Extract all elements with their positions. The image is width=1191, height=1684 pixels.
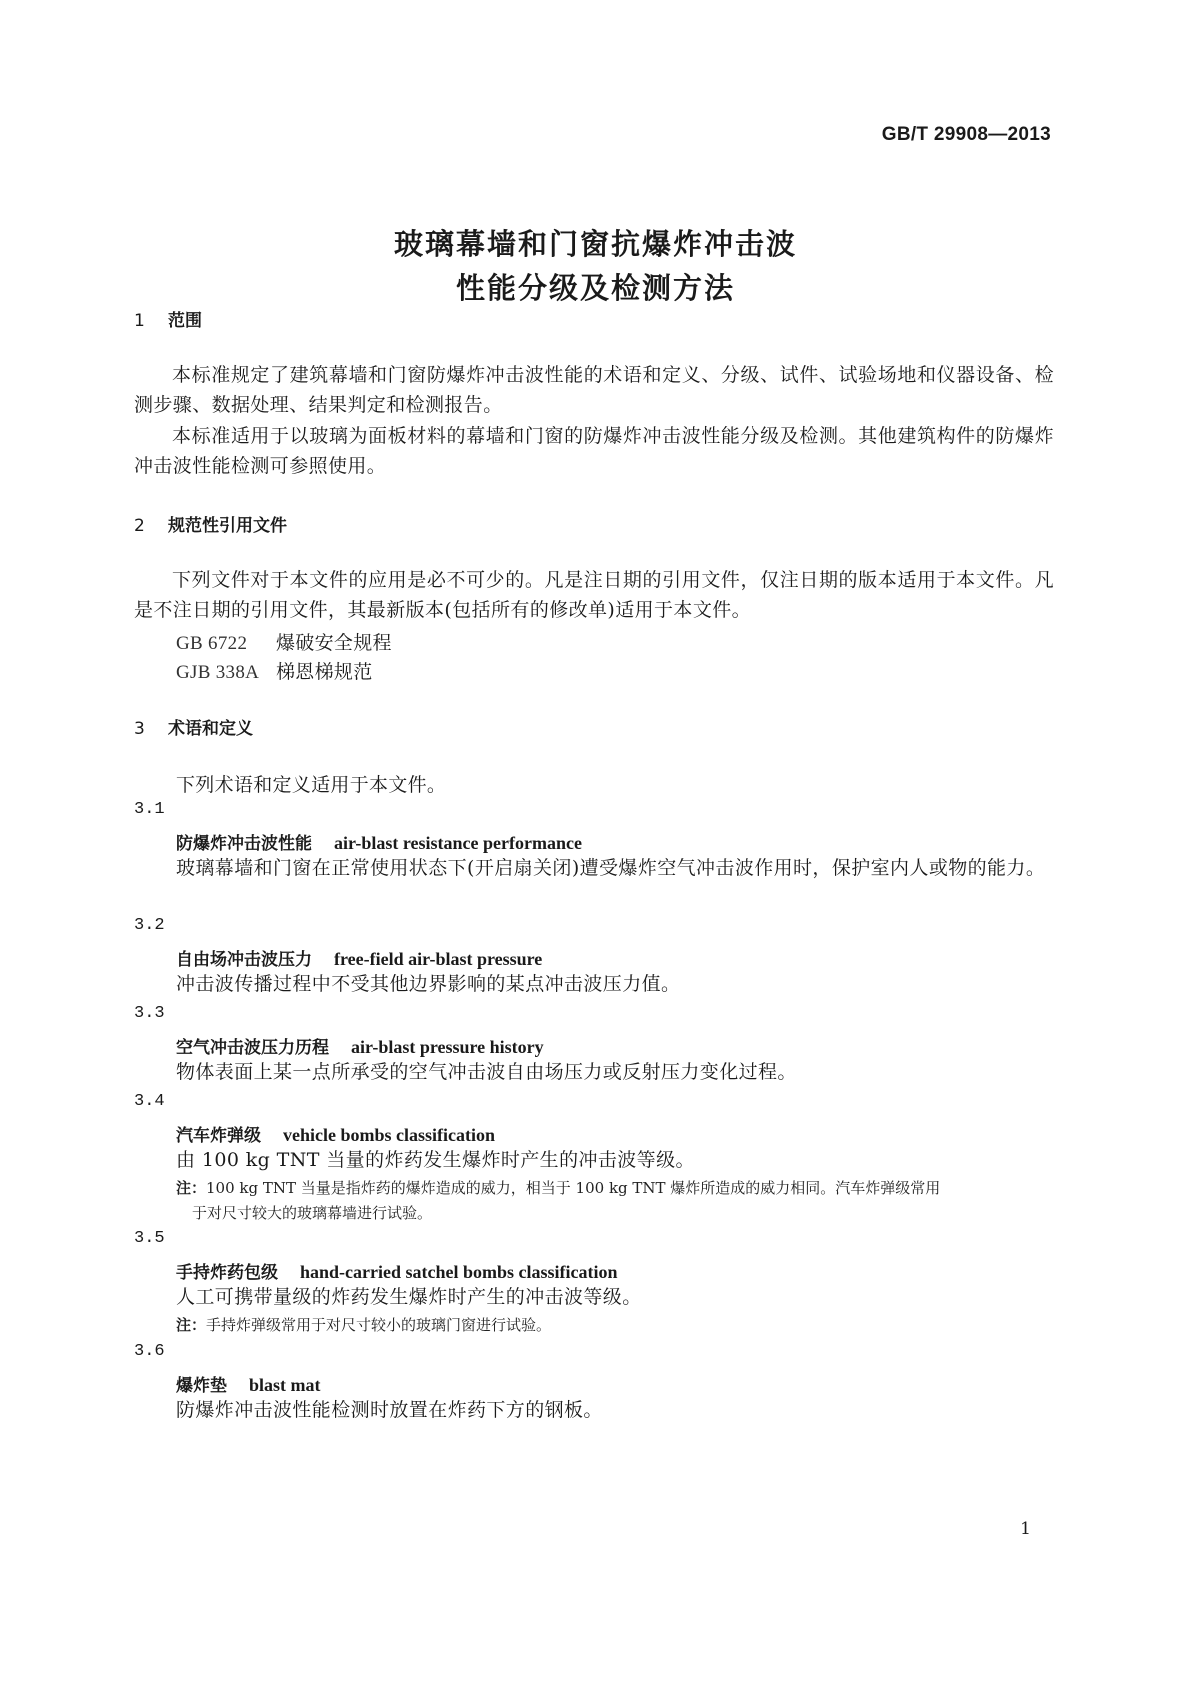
term-heading <box>176 829 582 854</box>
term-definition: 玻璃幕墙和门窗在正常使用状态下(开启扇关闭)遭受爆炸空气冲击波作用时，保护室内人或物的能力。 <box>176 857 1046 879</box>
term-chinese: 爆炸垫 <box>176 1376 227 1396</box>
term-number: 3.5 <box>134 1229 165 1248</box>
term-definition: 物体表面上某一点所承受的空气冲击波自由场压力或反射压力变化过程。 <box>176 1061 797 1083</box>
standard-code: GB/T 29908—2013 <box>881 124 1051 145</box>
section-number: 2 <box>134 516 145 536</box>
term-number: 3.6 <box>134 1342 165 1361</box>
section-title: 术语和定义 <box>168 719 253 739</box>
reference-item <box>176 628 392 655</box>
note-label: 注： <box>176 1316 207 1334</box>
section-1-paragraph-2: 本标准适用于以玻璃为面板材料的幕墙和门窗的防爆炸冲击波性能分级及检测。其他建筑构件的防爆炸冲击波性能检测可参照使用。 <box>134 425 1054 477</box>
term-english: air-blast resistance performance <box>334 833 582 853</box>
term-note <box>176 1176 1056 1226</box>
term-note <box>176 1313 1056 1338</box>
term-heading <box>176 1121 495 1146</box>
section-3-heading <box>134 714 253 739</box>
term-chinese: 汽车炸弹级 <box>176 1126 261 1146</box>
section-number: 3 <box>134 719 145 739</box>
section-1-heading <box>134 306 202 331</box>
term-number: 3.1 <box>134 800 165 819</box>
term-chinese: 手持炸药包级 <box>176 1263 278 1283</box>
term-definition: 由 100 kg TNT 当量的炸药发生爆炸时产生的冲击波等级。 <box>176 1149 695 1171</box>
document-title-line1: 玻璃幕墙和门窗抗爆炸冲击波 <box>393 227 797 261</box>
reference-code: GJB 338A <box>176 662 260 683</box>
term-english: vehicle bombs classification <box>283 1125 495 1145</box>
reference-code: GB 6722 <box>176 633 248 654</box>
term-english: blast mat <box>249 1375 321 1395</box>
term-chinese: 空气冲击波压力历程 <box>176 1038 329 1058</box>
term-definition: 人工可携带量级的炸药发生爆炸时产生的冲击波等级。 <box>176 1286 642 1308</box>
note-label: 注： <box>176 1179 207 1197</box>
term-heading <box>176 1033 544 1058</box>
reference-item <box>176 657 373 684</box>
term-english: hand-carried satchel bombs classification <box>300 1262 618 1282</box>
reference-name: 梯恩梯规范 <box>276 661 373 683</box>
term-chinese: 自由场冲击波压力 <box>176 950 312 970</box>
term-heading <box>176 1258 618 1283</box>
term-heading <box>176 1371 321 1396</box>
section-title: 规范性引用文件 <box>168 516 287 536</box>
section-3-intro: 下列术语和定义适用于本文件。 <box>176 774 447 796</box>
term-definition: 冲击波传播过程中不受其他边界影响的某点冲击波压力值。 <box>176 973 681 995</box>
note-text: 手持炸弹级常用于对尺寸较小的玻璃门窗进行试验。 <box>206 1316 552 1334</box>
term-heading <box>176 945 542 970</box>
page-number: 1 <box>1020 1519 1031 1539</box>
section-2-paragraph-1: 下列文件对于本文件的应用是必不可少的。凡是注日期的引用文件，仅注日期的版本适用于本文件。凡是不注日期的引用文件，其最新版本(包括所有的修改单)适用于本文件。 <box>134 569 1054 621</box>
note-text-continued: 于对尺寸较大的玻璃幕墙进行试验。 <box>192 1204 433 1222</box>
term-english: free-field air-blast pressure <box>334 949 543 969</box>
term-english: air-blast pressure history <box>351 1037 544 1057</box>
term-number: 3.3 <box>134 1004 165 1023</box>
section-1-paragraph-1: 本标准规定了建筑幕墙和门窗防爆炸冲击波性能的术语和定义、分级、试件、试验场地和仪器设备、检测步骤、数据处理、结果判定和检测报告。 <box>134 364 1054 416</box>
document-title-line2: 性能分级及检测方法 <box>455 271 735 305</box>
section-number: 1 <box>134 311 145 331</box>
term-number: 3.2 <box>134 916 165 935</box>
note-text: 100 kg TNT 当量是指炸药的爆炸造成的威力，相当于 100 kg TNT 爆炸所造成的威力相同。汽车炸弹级常用 <box>206 1179 941 1197</box>
term-number: 3.4 <box>134 1092 165 1111</box>
reference-name: 爆破安全规程 <box>276 632 392 654</box>
term-definition: 防爆炸冲击波性能检测时放置在炸药下方的钢板。 <box>176 1399 603 1421</box>
term-chinese: 防爆炸冲击波性能 <box>176 834 312 854</box>
section-2-heading <box>134 511 287 536</box>
section-title: 范围 <box>168 311 202 331</box>
